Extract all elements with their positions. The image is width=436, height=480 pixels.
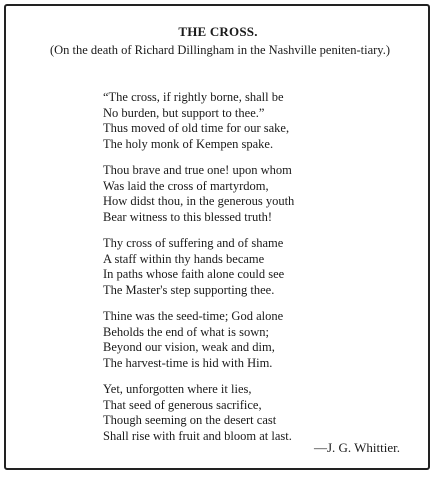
author-signature: —J. G. Whittier. xyxy=(313,440,400,455)
poem-line: Yet, unforgotten where it lies, xyxy=(103,382,252,396)
stanza xyxy=(103,309,423,371)
poem-line: No burden, but support to thee.” xyxy=(103,105,265,120)
poem-line: Bear witness to this blessed truth! xyxy=(103,209,273,224)
poem-body xyxy=(103,90,423,455)
poem-subtitle: (On the death of Richard Dillingham in the Nashville peniten-tiary.) xyxy=(49,43,391,57)
stanza xyxy=(103,163,423,225)
poem-line: Thine was the seed-time; God alone xyxy=(103,309,284,323)
poem-line: Thy cross of suffering and of shame xyxy=(103,236,284,250)
poem-line: In paths whose faith alone could see xyxy=(103,267,285,281)
poem-line: Thou brave and true one! upon whom xyxy=(103,163,292,177)
poem-line: That seed of generous sacrifice, xyxy=(103,397,262,412)
stanza xyxy=(103,382,423,444)
stanza xyxy=(103,90,423,152)
poem-line: Shall rise with fruit and bloom at last. xyxy=(103,428,292,443)
poem-line: The Master's step supporting thee. xyxy=(103,282,275,297)
poem-line: “The cross, if rightly borne, shall be xyxy=(103,90,284,104)
poem-line: Beholds the end of what is sown; xyxy=(103,324,269,339)
poem-line: The holy monk of Kempen spake. xyxy=(103,136,274,151)
poem-line: Beyond our vision, weak and dim, xyxy=(103,340,275,354)
poem-title: THE CROSS. xyxy=(178,24,258,39)
poem-line: Thus moved of old time for our sake, xyxy=(103,121,290,135)
poem-line: How didst thou, in the generous youth xyxy=(103,194,295,208)
poem-line: A staff within thy hands became xyxy=(103,251,265,266)
poem-line: The harvest-time is hid with Him. xyxy=(103,355,273,370)
stanza xyxy=(103,236,423,298)
poem-line: Was laid the cross of martyrdom, xyxy=(103,178,269,193)
poem-line: Though seeming on the desert cast xyxy=(103,413,277,427)
